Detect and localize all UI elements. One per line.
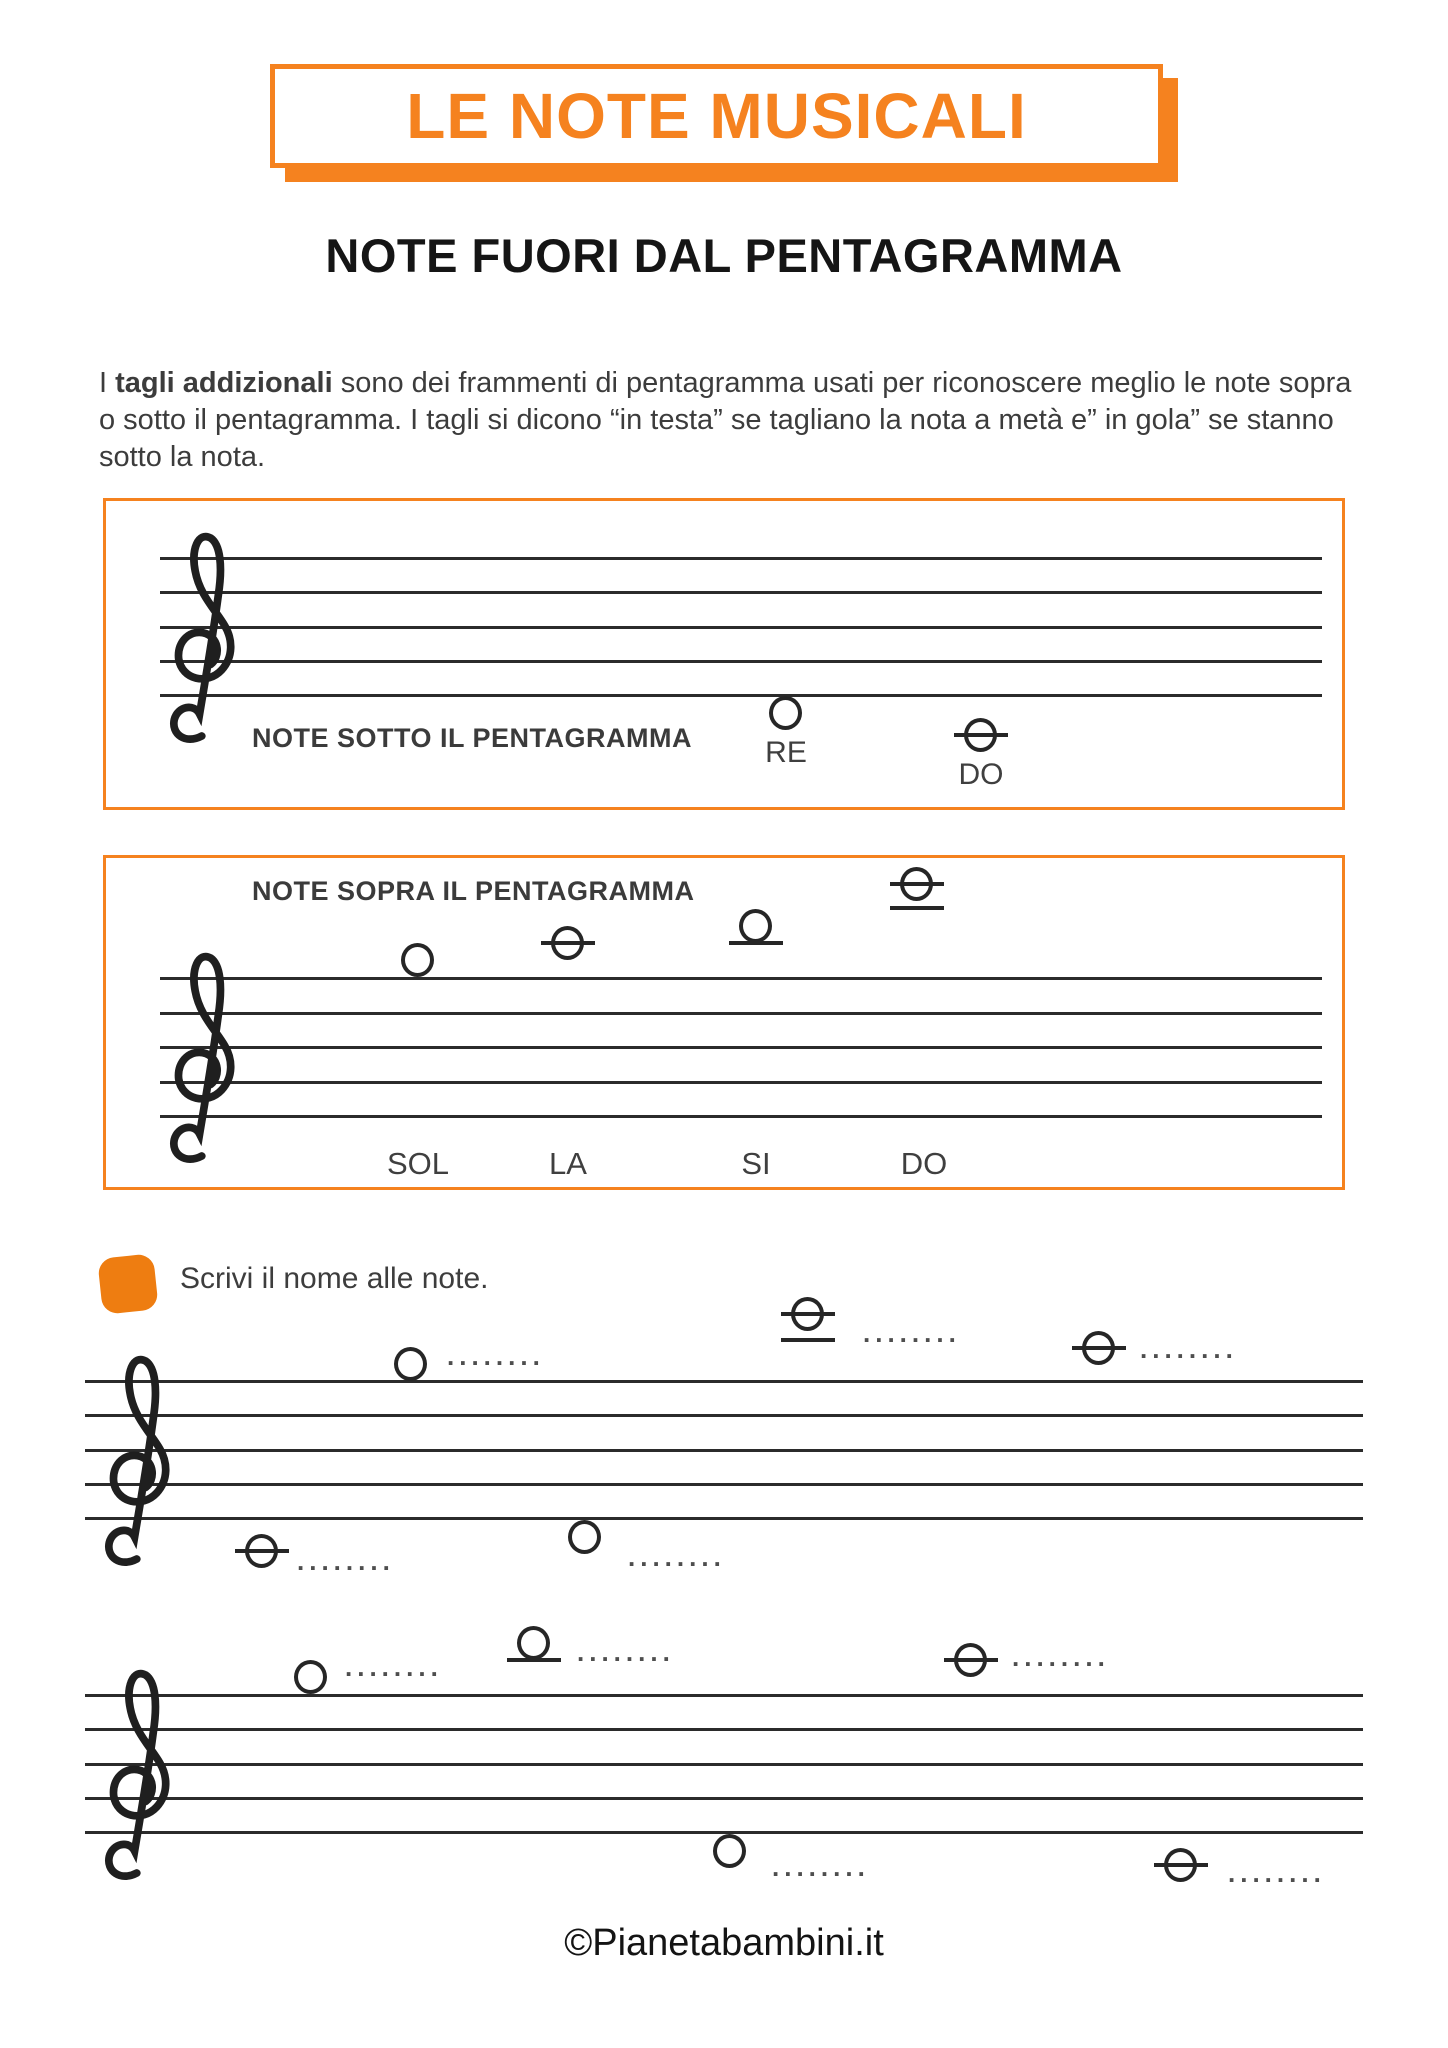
staff-line xyxy=(85,1694,1363,1697)
staff-line xyxy=(160,1046,1322,1049)
title-banner xyxy=(270,64,1163,168)
note-label-do: DO xyxy=(958,758,1004,791)
ledger-line xyxy=(781,1338,835,1342)
staff-line xyxy=(160,557,1322,560)
note-label-do2: DO xyxy=(900,1146,948,1181)
treble-clef-icon xyxy=(165,947,243,1167)
intro-prefix: I xyxy=(99,367,116,399)
treble-clef-icon xyxy=(165,527,243,747)
answer-blank[interactable]: ........ xyxy=(1012,1642,1110,1672)
staff-line xyxy=(160,660,1322,663)
staff-line xyxy=(85,1414,1363,1417)
answer-blank[interactable]: ........ xyxy=(1228,1858,1326,1888)
exercise-note xyxy=(517,1626,550,1660)
exercise-note xyxy=(568,1520,601,1554)
exercise-instruction: Scrivi il nome alle note. xyxy=(180,1262,489,1295)
exercise-note xyxy=(713,1834,746,1868)
staff-line xyxy=(85,1797,1363,1800)
whole-note-do-below xyxy=(964,718,997,752)
answer-blank[interactable]: ........ xyxy=(772,1852,870,1882)
whole-note-re xyxy=(769,696,802,730)
label-notes-above: NOTE SOPRA IL PENTAGRAMMA xyxy=(252,876,695,906)
note-label-la: LA xyxy=(549,1146,587,1181)
page-subtitle: NOTE FUORI DAL PENTAGRAMMA xyxy=(325,229,1123,282)
staff-line xyxy=(85,1449,1363,1452)
answer-blank[interactable]: ........ xyxy=(628,1542,726,1572)
whole-note-sol xyxy=(401,943,434,977)
exercise-note xyxy=(245,1534,278,1568)
answer-blank[interactable]: ........ xyxy=(863,1318,961,1348)
staff-line xyxy=(85,1380,1363,1383)
whole-note-si xyxy=(739,909,772,943)
page-title: LE NOTE MUSICALI xyxy=(406,80,1027,152)
answer-blank[interactable]: ........ xyxy=(297,1546,395,1576)
staff-line xyxy=(160,694,1322,697)
label-notes-below: NOTE SOTTO IL PENTAGRAMMA xyxy=(252,723,693,753)
exercise-note xyxy=(1082,1331,1115,1365)
staff-line xyxy=(160,977,1322,980)
exercise-note xyxy=(791,1297,824,1331)
bullet-square-icon xyxy=(97,1253,159,1315)
staff-line xyxy=(85,1763,1363,1766)
staff-line xyxy=(160,1115,1322,1118)
staff-line xyxy=(85,1831,1363,1834)
whole-note-do-above xyxy=(900,867,933,901)
answer-blank[interactable]: ........ xyxy=(577,1637,675,1667)
answer-blank[interactable]: ........ xyxy=(345,1652,443,1682)
staff-line xyxy=(85,1483,1363,1486)
exercise-note xyxy=(394,1347,427,1381)
staff-line xyxy=(85,1517,1363,1520)
staff-line xyxy=(160,626,1322,629)
staff-line xyxy=(160,1081,1322,1084)
intro-paragraph xyxy=(99,365,1364,476)
site-credit: ©Pianetabambini.it xyxy=(564,1922,884,1964)
staff-line xyxy=(160,1012,1322,1015)
ledger-line xyxy=(890,906,944,910)
note-label-re: RE xyxy=(765,736,807,769)
treble-clef-icon xyxy=(100,1350,178,1570)
exercise-note xyxy=(1164,1848,1197,1882)
intro-rest: sono dei frammenti di pentagramma usati per riconoscere meglio le note sopra o sotto il pentagramma. I tagli si dicono “in testa” se tagliano la nota a metà e” in gola” se stanno sotto la nota. xyxy=(99,367,1352,473)
note-label-si: SI xyxy=(741,1146,771,1181)
staff-box-below xyxy=(103,498,1345,810)
exercise-note xyxy=(954,1643,987,1677)
whole-note-la xyxy=(551,926,584,960)
note-label-sol: SOL xyxy=(386,1146,450,1181)
intro-bold-term: tagli addizionali xyxy=(115,367,333,399)
staff-line xyxy=(160,591,1322,594)
answer-blank[interactable]: ........ xyxy=(447,1341,545,1371)
treble-clef-icon xyxy=(100,1664,178,1884)
exercise-note xyxy=(294,1660,327,1694)
answer-blank[interactable]: ........ xyxy=(1140,1334,1238,1364)
staff-line xyxy=(85,1728,1363,1731)
